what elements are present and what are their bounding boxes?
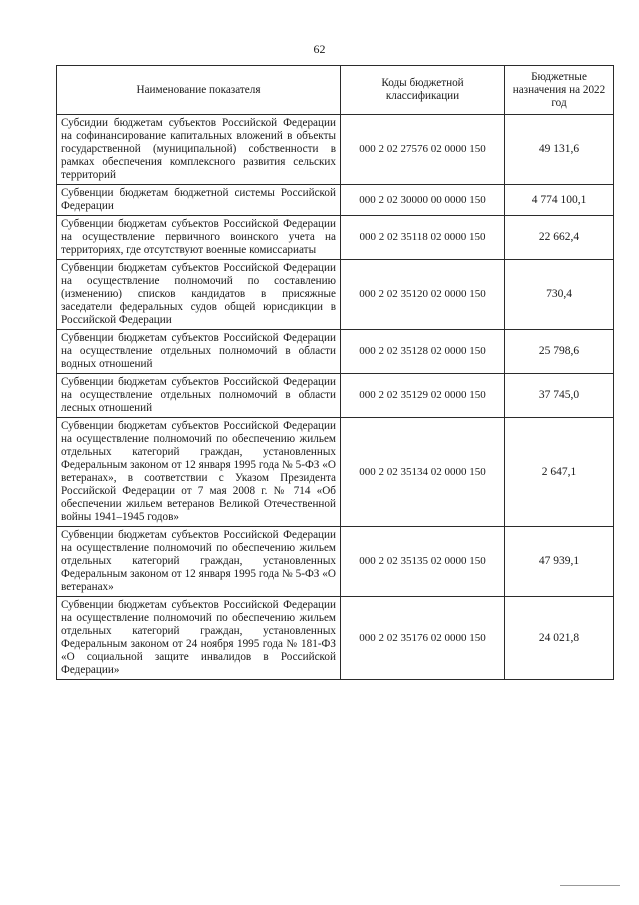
row-amount: 2 647,1 — [505, 418, 614, 527]
header-amount: Бюджетные назначения на 2022 год — [505, 66, 614, 115]
row-code: 000 2 02 30000 00 0000 150 — [341, 185, 505, 216]
row-name: Субвенции бюджетам субъектов Российской Федерации на осуществление первичного воинского учета на территориях, где отсутствуют военные комиссариаты — [57, 216, 341, 260]
row-code: 000 2 02 35120 02 0000 150 — [341, 260, 505, 330]
row-amount: 24 021,8 — [505, 597, 614, 680]
budget-table — [56, 65, 614, 680]
row-amount: 730,4 — [505, 260, 614, 330]
table-row — [57, 330, 614, 374]
row-amount: 49 131,6 — [505, 115, 614, 185]
table-row — [57, 115, 614, 185]
row-name: Субвенции бюджетам бюджетной системы Российской Федерации — [57, 185, 341, 216]
row-name: Субвенции бюджетам субъектов Российской Федерации на осуществление полномочий по обеспечению жильем отдельных категорий граждан, установленных Федеральным законом от 12 января 1995 года № 5-ФЗ «О ветеранах» — [57, 527, 341, 597]
table-row — [57, 216, 614, 260]
row-name: Субвенции бюджетам субъектов Российской Федерации на осуществление отдельных полномочий в области лесных отношений — [57, 374, 341, 418]
row-code: 000 2 02 35129 02 0000 150 — [341, 374, 505, 418]
table-row — [57, 260, 614, 330]
table-row — [57, 418, 614, 527]
table-header-row — [57, 66, 614, 115]
row-name: Субвенции бюджетам субъектов Российской Федерации на осуществление полномочий по составлению (изменению) списков кандидатов в присяжные заседатели федеральных судов общей юрисдикции в Российской Федерации — [57, 260, 341, 330]
page-number: 62 — [313, 42, 326, 56]
row-code: 000 2 02 35128 02 0000 150 — [341, 330, 505, 374]
row-code: 000 2 02 35118 02 0000 150 — [341, 216, 505, 260]
row-amount: 4 774 100,1 — [505, 185, 614, 216]
scan-edge-line — [560, 885, 620, 886]
row-code: 000 2 02 35176 02 0000 150 — [341, 597, 505, 680]
header-name: Наименование показателя — [57, 66, 341, 115]
row-code: 000 2 02 27576 02 0000 150 — [341, 115, 505, 185]
row-name: Субвенции бюджетам субъектов Российской Федерации на осуществление полномочий по обеспечению жильем отдельных категорий граждан, установленных Федеральным законом от 24 ноября 1995 года № 181-ФЗ «О социальной защите инвалидов в Российской Федерации» — [57, 597, 341, 680]
table-row — [57, 597, 614, 680]
row-amount: 37 745,0 — [505, 374, 614, 418]
row-amount: 22 662,4 — [505, 216, 614, 260]
row-name: Субсидии бюджетам субъектов Российской Федерации на софинансирование капитальных вложений в объекты государственной (муниципальной) собственности в рамках обеспечения комплексного развития сельских территорий — [57, 115, 341, 185]
table-row — [57, 374, 614, 418]
row-code: 000 2 02 35135 02 0000 150 — [341, 527, 505, 597]
row-name: Субвенции бюджетам субъектов Российской Федерации на осуществление отдельных полномочий в области водных отношений — [57, 330, 341, 374]
header-code: Коды бюджетной классификации — [341, 66, 505, 115]
row-code: 000 2 02 35134 02 0000 150 — [341, 418, 505, 527]
row-name: Субвенции бюджетам субъектов Российской Федерации на осуществление полномочий по обеспечению жильем отдельных категорий граждан, установленных Федеральным законом от 12 января 1995 года № 5-ФЗ «О ветеранах», в соответствии с Указом Президента Российской Федерации от 7 мая 2008 г. № 714 «Об обеспечении жильем ветеранов Великой Отечественной войны 1941–1945 годов» — [57, 418, 341, 527]
table-row — [57, 185, 614, 216]
row-amount: 25 798,6 — [505, 330, 614, 374]
row-amount: 47 939,1 — [505, 527, 614, 597]
table-row — [57, 527, 614, 597]
